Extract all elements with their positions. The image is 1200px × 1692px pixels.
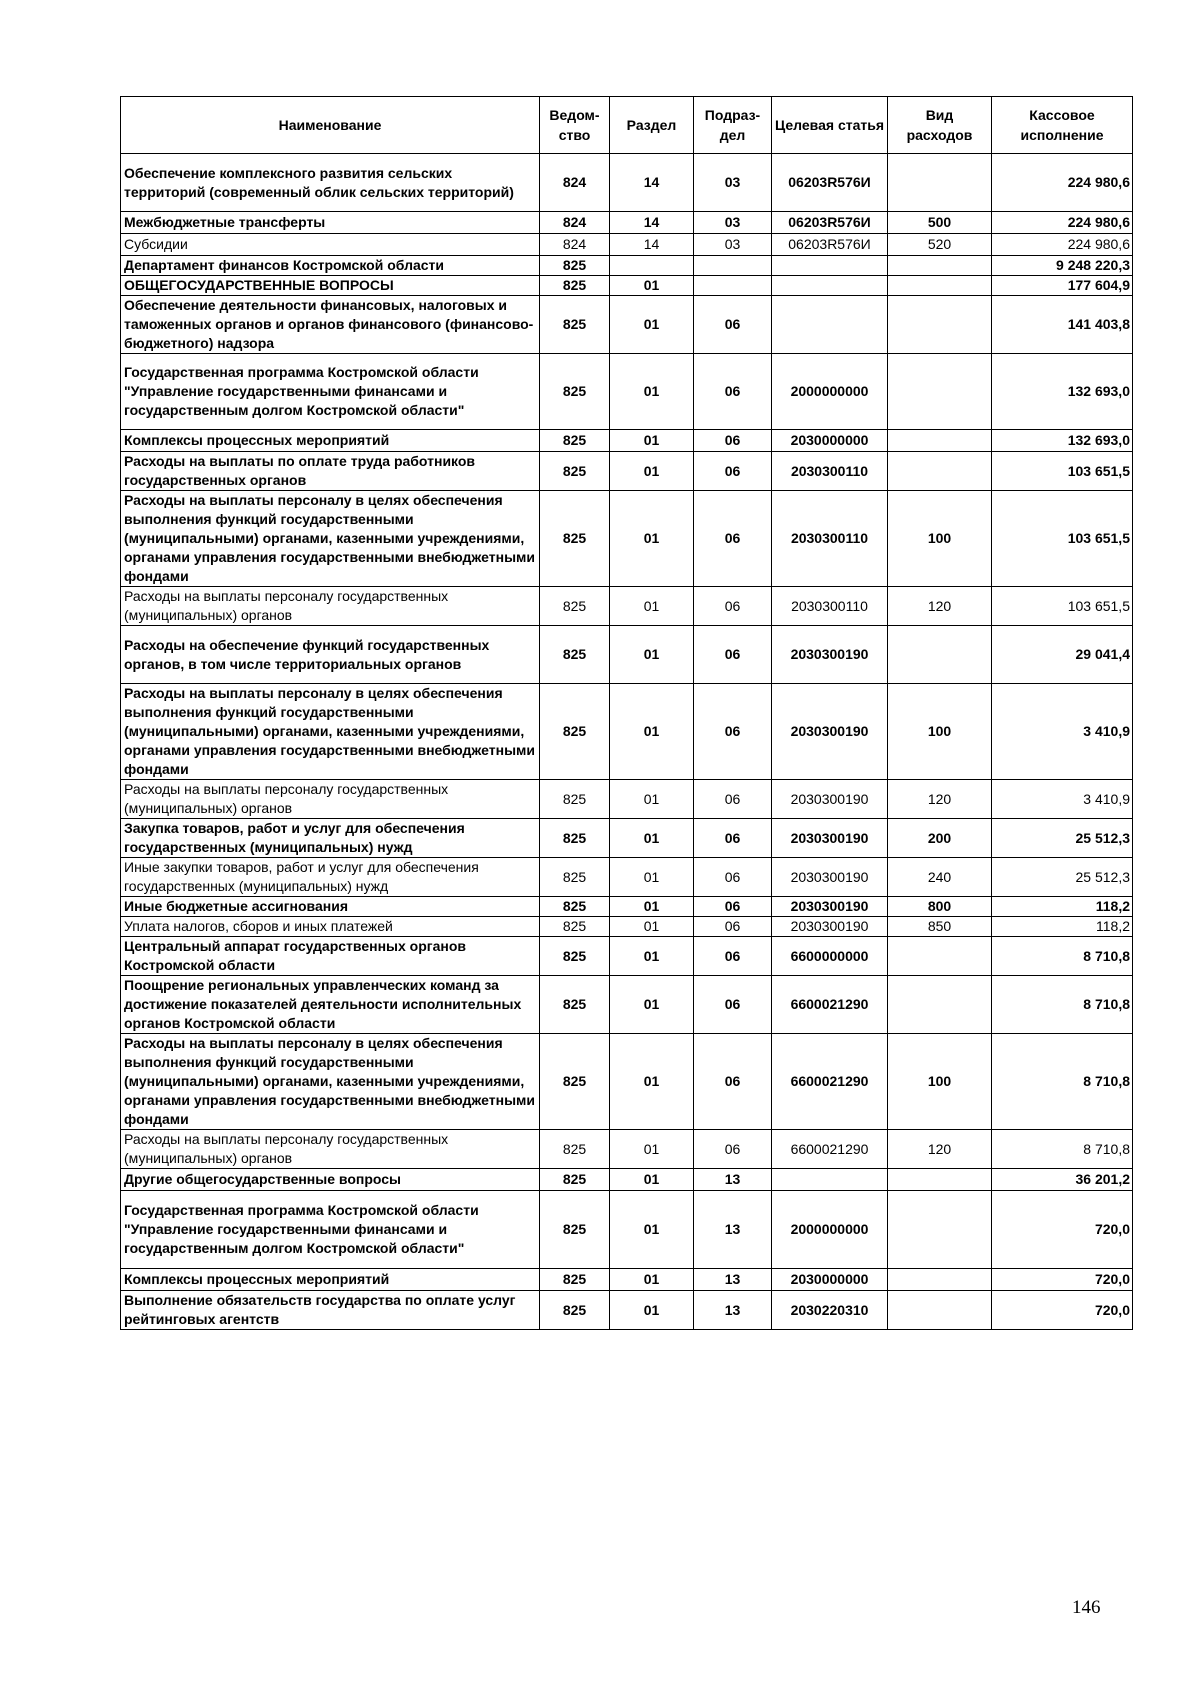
- cell-section: 14: [610, 234, 694, 256]
- cell-subsection: 06: [694, 819, 772, 858]
- table-row: [121, 256, 1133, 276]
- cell-expense-type: 800: [888, 897, 992, 917]
- cell-expense-type: [888, 1269, 992, 1291]
- cell-expense-type: 850: [888, 917, 992, 937]
- cell-target-article: 2030300190: [772, 858, 888, 897]
- cell-subsection: 06: [694, 684, 772, 780]
- cell-section: 01: [610, 897, 694, 917]
- cell-target-article: 2030300190: [772, 626, 888, 684]
- cell-section: 01: [610, 354, 694, 430]
- cell-section: 01: [610, 684, 694, 780]
- header-name: Наименование: [121, 97, 540, 154]
- cell-target-article: [772, 276, 888, 296]
- header-cash-execution: Кассовое исполнение: [992, 97, 1133, 154]
- cell-department: 825: [540, 1034, 610, 1130]
- cell-target-article: 6600021290: [772, 976, 888, 1034]
- cell-department: 825: [540, 276, 610, 296]
- cell-cash-execution: 224 980,6: [992, 234, 1133, 256]
- cell-expense-type: 120: [888, 1130, 992, 1169]
- cell-target-article: 2030300110: [772, 587, 888, 626]
- cell-expense-type: 200: [888, 819, 992, 858]
- cell-section: 01: [610, 819, 694, 858]
- cell-expense-type: 120: [888, 587, 992, 626]
- cell-department: 825: [540, 917, 610, 937]
- cell-name: Расходы на выплаты по оплате труда работников государственных органов: [121, 452, 540, 491]
- cell-expense-type: 500: [888, 212, 992, 234]
- cell-cash-execution: 9 248 220,3: [992, 256, 1133, 276]
- cell-subsection: 06: [694, 296, 772, 354]
- cell-section: 01: [610, 587, 694, 626]
- cell-cash-execution: 3 410,9: [992, 684, 1133, 780]
- cell-subsection: [694, 276, 772, 296]
- cell-section: 01: [610, 1191, 694, 1269]
- cell-cash-execution: 25 512,3: [992, 858, 1133, 897]
- table-row: [121, 1191, 1133, 1269]
- cell-cash-execution: 118,2: [992, 917, 1133, 937]
- cell-name: Департамент финансов Костромской области: [121, 256, 540, 276]
- cell-department: 825: [540, 1191, 610, 1269]
- header-target-article: Целевая статья: [772, 97, 888, 154]
- cell-department: 825: [540, 976, 610, 1034]
- cell-expense-type: [888, 937, 992, 976]
- page-number: 146: [1072, 1597, 1101, 1618]
- cell-section: 01: [610, 1169, 694, 1191]
- cell-name: Поощрение региональных управленческих команд за достижение показателей деятельности исполнительных органов Костромской области: [121, 976, 540, 1034]
- cell-section: 01: [610, 976, 694, 1034]
- cell-section: 14: [610, 154, 694, 212]
- table-header-row: [121, 97, 1133, 154]
- cell-expense-type: [888, 354, 992, 430]
- cell-cash-execution: 103 651,5: [992, 587, 1133, 626]
- table-row: [121, 212, 1133, 234]
- table-row: [121, 276, 1133, 296]
- table-row: [121, 937, 1133, 976]
- table-row: [121, 780, 1133, 819]
- cell-subsection: 06: [694, 976, 772, 1034]
- cell-department: 825: [540, 1130, 610, 1169]
- cell-name: Расходы на выплаты персоналу государственных (муниципальных) органов: [121, 587, 540, 626]
- table-row: [121, 897, 1133, 917]
- table-row: [121, 296, 1133, 354]
- cell-name: Обеспечение комплексного развития сельских территорий (современный облик сельских территорий): [121, 154, 540, 212]
- cell-target-article: 2030300110: [772, 491, 888, 587]
- cell-expense-type: [888, 626, 992, 684]
- cell-subsection: 06: [694, 1034, 772, 1130]
- cell-section: 01: [610, 780, 694, 819]
- cell-department: 825: [540, 296, 610, 354]
- cell-cash-execution: 720,0: [992, 1269, 1133, 1291]
- budget-table: [120, 96, 1133, 1330]
- cell-department: 824: [540, 154, 610, 212]
- cell-expense-type: 120: [888, 780, 992, 819]
- cell-expense-type: [888, 1191, 992, 1269]
- table-row: [121, 858, 1133, 897]
- cell-name: Государственная программа Костромской области "Управление государственными финансами и государственным долгом Костромской области": [121, 1191, 540, 1269]
- cell-name: Государственная программа Костромской области "Управление государственными финансами и государственным долгом Костромской области": [121, 354, 540, 430]
- table-row: [121, 1291, 1133, 1330]
- cell-section: 01: [610, 858, 694, 897]
- cell-target-article: 2030300110: [772, 452, 888, 491]
- cell-name: Межбюджетные трансферты: [121, 212, 540, 234]
- cell-subsection: 03: [694, 212, 772, 234]
- cell-subsection: 03: [694, 154, 772, 212]
- cell-department: 825: [540, 626, 610, 684]
- cell-target-article: 2030000000: [772, 430, 888, 452]
- cell-department: 825: [540, 1291, 610, 1330]
- table-row: [121, 587, 1133, 626]
- cell-subsection: 13: [694, 1269, 772, 1291]
- cell-section: 01: [610, 917, 694, 937]
- cell-subsection: 06: [694, 937, 772, 976]
- cell-subsection: 06: [694, 1130, 772, 1169]
- cell-cash-execution: 141 403,8: [992, 296, 1133, 354]
- cell-subsection: 06: [694, 897, 772, 917]
- cell-department: 825: [540, 587, 610, 626]
- cell-cash-execution: 720,0: [992, 1291, 1133, 1330]
- cell-target-article: 6600021290: [772, 1034, 888, 1130]
- table-row: [121, 917, 1133, 937]
- table-row: [121, 354, 1133, 430]
- cell-cash-execution: 8 710,8: [992, 1130, 1133, 1169]
- cell-cash-execution: 132 693,0: [992, 430, 1133, 452]
- cell-cash-execution: 103 651,5: [992, 491, 1133, 587]
- cell-subsection: 06: [694, 452, 772, 491]
- cell-cash-execution: 224 980,6: [992, 154, 1133, 212]
- cell-target-article: 2030300190: [772, 917, 888, 937]
- table-row: [121, 976, 1133, 1034]
- cell-department: 825: [540, 858, 610, 897]
- cell-expense-type: 100: [888, 1034, 992, 1130]
- cell-department: 825: [540, 897, 610, 917]
- cell-cash-execution: 224 980,6: [992, 212, 1133, 234]
- cell-target-article: 2000000000: [772, 1191, 888, 1269]
- header-subsection: Подраз-дел: [694, 97, 772, 154]
- cell-subsection: 06: [694, 491, 772, 587]
- cell-name: Иные бюджетные ассигнования: [121, 897, 540, 917]
- table-row: [121, 1269, 1133, 1291]
- cell-name: Расходы на выплаты персоналу в целях обеспечения выполнения функций государственными (муниципальными) органами, казенными учреждениями, органами управления государственными внебюджетными фондами: [121, 1034, 540, 1130]
- cell-department: 825: [540, 491, 610, 587]
- cell-section: [610, 256, 694, 276]
- cell-section: 01: [610, 452, 694, 491]
- cell-section: 01: [610, 430, 694, 452]
- header-department: Ведом-ство: [540, 97, 610, 154]
- table-row: [121, 154, 1133, 212]
- cell-cash-execution: 720,0: [992, 1191, 1133, 1269]
- cell-subsection: 06: [694, 858, 772, 897]
- cell-cash-execution: 177 604,9: [992, 276, 1133, 296]
- cell-target-article: 06203R576И: [772, 234, 888, 256]
- cell-target-article: [772, 296, 888, 354]
- cell-subsection: 06: [694, 354, 772, 430]
- cell-subsection: 06: [694, 430, 772, 452]
- cell-department: 825: [540, 354, 610, 430]
- cell-target-article: 2030300190: [772, 897, 888, 917]
- cell-expense-type: 240: [888, 858, 992, 897]
- cell-name: Комплексы процессных мероприятий: [121, 430, 540, 452]
- table-row: [121, 626, 1133, 684]
- cell-name: Обеспечение деятельности финансовых, налоговых и таможенных органов и органов финансового (финансово-бюджетного) надзора: [121, 296, 540, 354]
- cell-subsection: 06: [694, 780, 772, 819]
- cell-target-article: [772, 1169, 888, 1191]
- cell-cash-execution: 118,2: [992, 897, 1133, 917]
- header-section: Раздел: [610, 97, 694, 154]
- cell-department: 825: [540, 256, 610, 276]
- cell-subsection: 13: [694, 1291, 772, 1330]
- cell-expense-type: [888, 430, 992, 452]
- table-row: [121, 234, 1133, 256]
- cell-subsection: 13: [694, 1169, 772, 1191]
- cell-cash-execution: 132 693,0: [992, 354, 1133, 430]
- cell-name: Иные закупки товаров, работ и услуг для обеспечения государственных (муниципальных) нужд: [121, 858, 540, 897]
- table-row: [121, 1130, 1133, 1169]
- cell-expense-type: [888, 296, 992, 354]
- cell-cash-execution: 103 651,5: [992, 452, 1133, 491]
- cell-name: Выполнение обязательств государства по оплате услуг рейтинговых агентств: [121, 1291, 540, 1330]
- cell-department: 825: [540, 1169, 610, 1191]
- cell-target-article: 2030300190: [772, 684, 888, 780]
- cell-expense-type: [888, 256, 992, 276]
- cell-cash-execution: 8 710,8: [992, 976, 1133, 1034]
- table-row: [121, 430, 1133, 452]
- cell-section: 01: [610, 937, 694, 976]
- cell-subsection: 06: [694, 626, 772, 684]
- cell-cash-execution: 29 041,4: [992, 626, 1133, 684]
- cell-target-article: 2030300190: [772, 780, 888, 819]
- cell-expense-type: [888, 276, 992, 296]
- table-body: [121, 154, 1133, 1330]
- cell-cash-execution: 25 512,3: [992, 819, 1133, 858]
- cell-section: 01: [610, 276, 694, 296]
- cell-expense-type: [888, 452, 992, 491]
- cell-cash-execution: 8 710,8: [992, 937, 1133, 976]
- cell-target-article: 6600000000: [772, 937, 888, 976]
- cell-expense-type: [888, 1169, 992, 1191]
- cell-target-article: 6600021290: [772, 1130, 888, 1169]
- cell-department: 825: [540, 684, 610, 780]
- cell-target-article: 2030300190: [772, 819, 888, 858]
- cell-name: Другие общегосударственные вопросы: [121, 1169, 540, 1191]
- cell-subsection: 03: [694, 234, 772, 256]
- cell-target-article: 2030000000: [772, 1269, 888, 1291]
- cell-cash-execution: 36 201,2: [992, 1169, 1133, 1191]
- cell-subsection: [694, 256, 772, 276]
- table-row: [121, 491, 1133, 587]
- table-row: [121, 452, 1133, 491]
- cell-expense-type: 100: [888, 491, 992, 587]
- cell-department: 825: [540, 452, 610, 491]
- cell-target-article: 06203R576И: [772, 212, 888, 234]
- cell-department: 824: [540, 234, 610, 256]
- cell-target-article: 2030220310: [772, 1291, 888, 1330]
- cell-department: 825: [540, 430, 610, 452]
- cell-section: 14: [610, 212, 694, 234]
- cell-target-article: 2000000000: [772, 354, 888, 430]
- table-row: [121, 1169, 1133, 1191]
- cell-department: 825: [540, 1269, 610, 1291]
- cell-name: Расходы на обеспечение функций государственных органов, в том числе территориальных органов: [121, 626, 540, 684]
- cell-department: 825: [540, 780, 610, 819]
- table-row: [121, 819, 1133, 858]
- cell-section: 01: [610, 1291, 694, 1330]
- cell-section: 01: [610, 1269, 694, 1291]
- cell-name: Уплата налогов, сборов и иных платежей: [121, 917, 540, 937]
- cell-department: 825: [540, 819, 610, 858]
- cell-name: Закупка товаров, работ и услуг для обеспечения государственных (муниципальных) нужд: [121, 819, 540, 858]
- cell-name: Расходы на выплаты персоналу в целях обеспечения выполнения функций государственными (муниципальными) органами, казенными учреждениями, органами управления государственными внебюджетными фондами: [121, 684, 540, 780]
- cell-cash-execution: 8 710,8: [992, 1034, 1133, 1130]
- cell-section: 01: [610, 296, 694, 354]
- cell-name: Центральный аппарат государственных органов Костромской области: [121, 937, 540, 976]
- cell-cash-execution: 3 410,9: [992, 780, 1133, 819]
- cell-expense-type: 520: [888, 234, 992, 256]
- cell-subsection: 13: [694, 1191, 772, 1269]
- cell-expense-type: [888, 976, 992, 1034]
- cell-expense-type: [888, 1291, 992, 1330]
- cell-section: 01: [610, 1034, 694, 1130]
- cell-section: 01: [610, 626, 694, 684]
- cell-name: Расходы на выплаты персоналу государственных (муниципальных) органов: [121, 780, 540, 819]
- cell-name: Расходы на выплаты персоналу государственных (муниципальных) органов: [121, 1130, 540, 1169]
- cell-name: Комплексы процессных мероприятий: [121, 1269, 540, 1291]
- cell-expense-type: 100: [888, 684, 992, 780]
- cell-department: 824: [540, 212, 610, 234]
- cell-target-article: 06203R576И: [772, 154, 888, 212]
- cell-name: ОБЩЕГОСУДАРСТВЕННЫЕ ВОПРОСЫ: [121, 276, 540, 296]
- table-row: [121, 1034, 1133, 1130]
- cell-subsection: 06: [694, 917, 772, 937]
- table-row: [121, 684, 1133, 780]
- header-expense-type: Вид расходов: [888, 97, 992, 154]
- cell-section: 01: [610, 1130, 694, 1169]
- cell-expense-type: [888, 154, 992, 212]
- cell-department: 825: [540, 937, 610, 976]
- cell-subsection: 06: [694, 587, 772, 626]
- cell-target-article: [772, 256, 888, 276]
- cell-section: 01: [610, 491, 694, 587]
- cell-name: Субсидии: [121, 234, 540, 256]
- cell-name: Расходы на выплаты персоналу в целях обеспечения выполнения функций государственными (муниципальными) органами, казенными учреждениями, органами управления государственными внебюджетными фондами: [121, 491, 540, 587]
